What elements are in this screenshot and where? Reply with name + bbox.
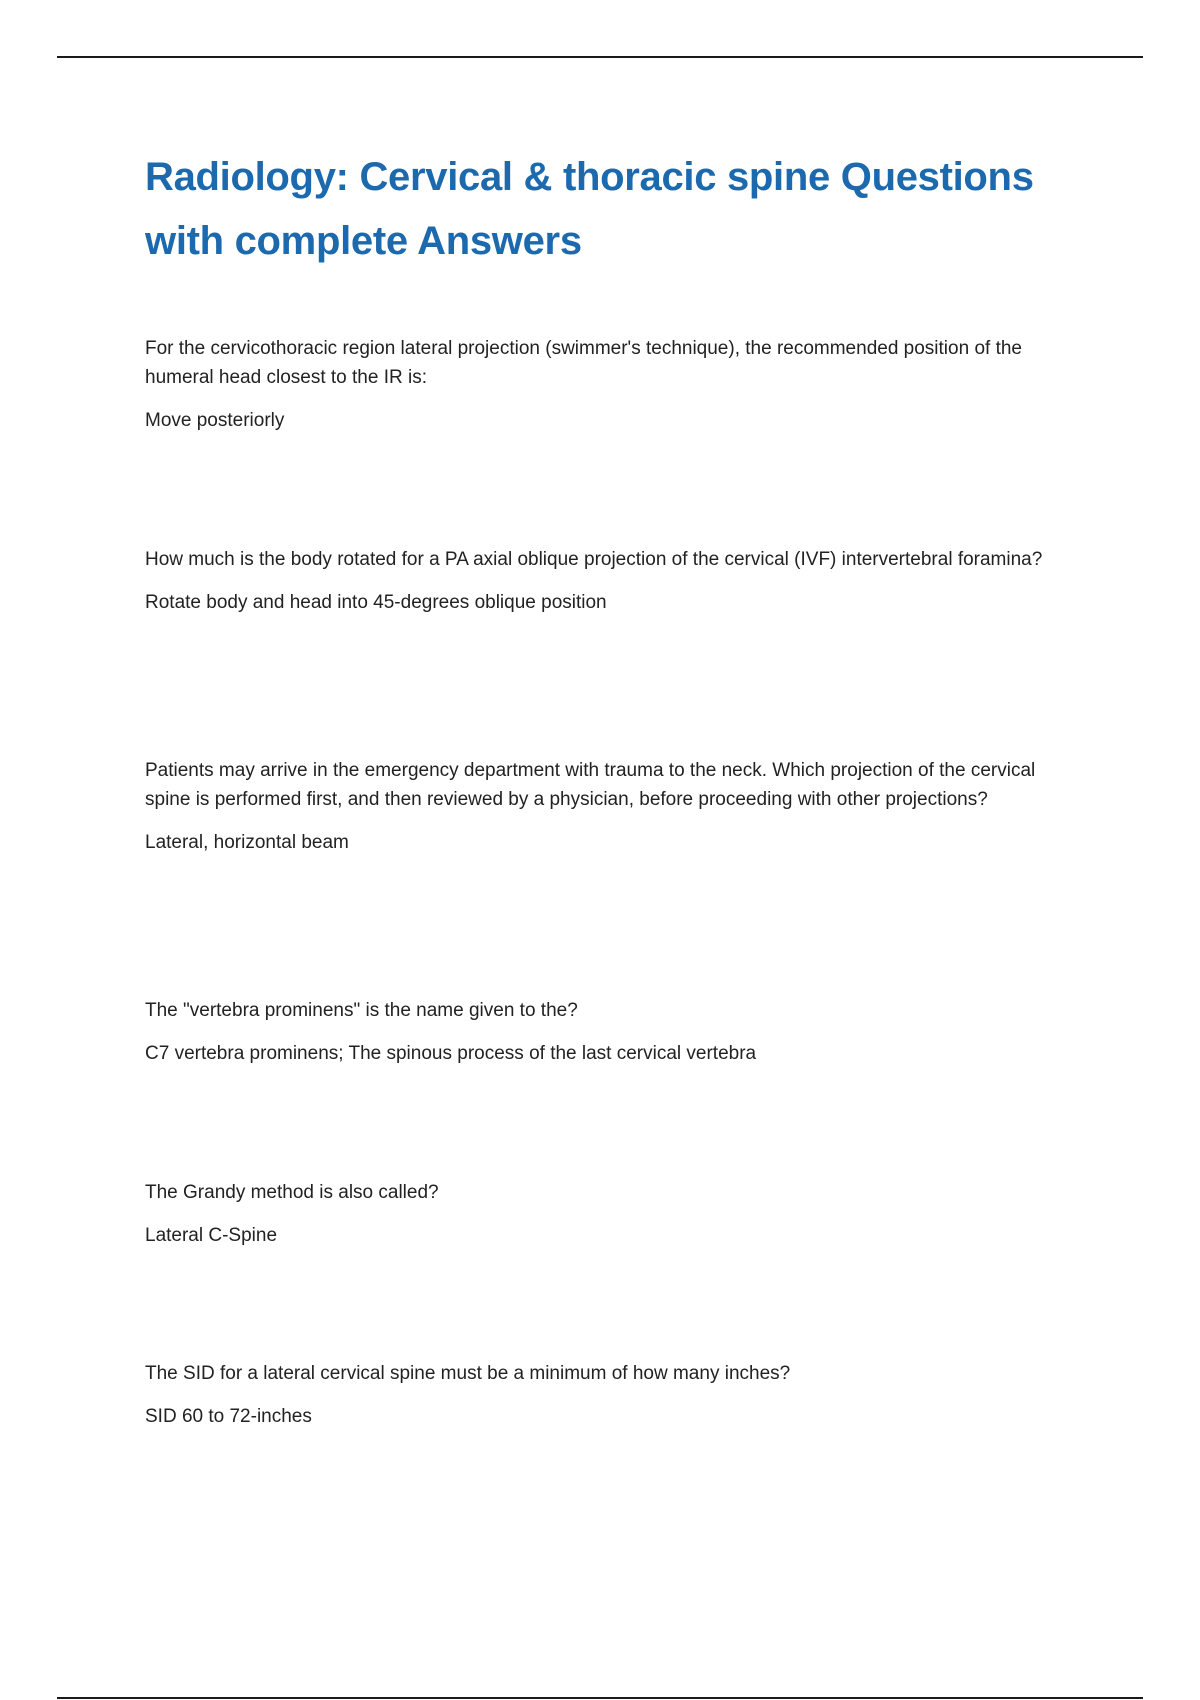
answer-text: Move posteriorly: [145, 410, 285, 431]
qa-item: [145, 756, 1085, 857]
qa-item: [145, 545, 1085, 617]
answer-text: SID 60 to 72-inches: [145, 1406, 312, 1427]
question-text: For the cervicothoracic region lateral projection (swimmer's technique), the recommended position of the humeral head closest to the IR is:: [145, 338, 1022, 388]
header-rule: [57, 56, 1143, 58]
answer-text: C7 vertebra prominens; The spinous process of the last cervical vertebra: [145, 1043, 757, 1064]
question-text: Patients may arrive in the emergency department with trauma to the neck. Which projection of the cervical spine is performed first, and then reviewed by a physician, before proceeding with other projections?: [145, 760, 1036, 810]
question-text: How much is the body rotated for a PA axial oblique projection of the cervical (IVF) intervertebral foramina?: [145, 549, 1043, 570]
answer-text: Lateral C-Spine: [145, 1225, 278, 1246]
document-title: Radiology: Cervical & thoracic spine Questions with complete Answers: [145, 155, 1034, 263]
qa-item: [145, 1359, 1085, 1431]
qa-item: [145, 334, 1085, 435]
question-text: The Grandy method is also called?: [145, 1182, 439, 1203]
qa-item: [145, 1178, 1085, 1250]
answer-text: Lateral, horizontal beam: [145, 832, 349, 853]
answer-text: Rotate body and head into 45-degrees oblique position: [145, 592, 607, 613]
question-text: The SID for a lateral cervical spine must be a minimum of how many inches?: [145, 1363, 791, 1384]
qa-item: [145, 996, 1085, 1068]
footer-rule: [57, 1697, 1143, 1699]
question-text: The "vertebra prominens" is the name given to the?: [145, 1000, 578, 1021]
